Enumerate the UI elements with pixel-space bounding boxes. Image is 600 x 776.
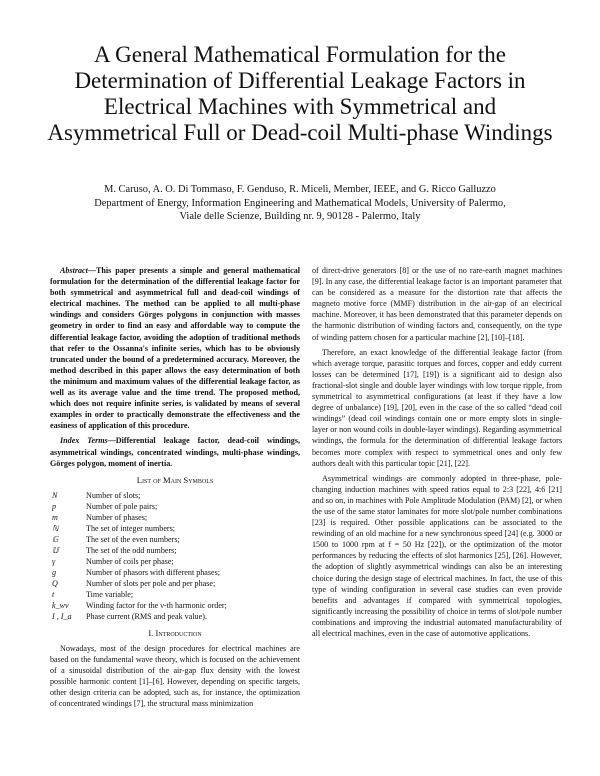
symbol: Q xyxy=(52,578,58,588)
symbol-row xyxy=(52,589,227,600)
symbol: m xyxy=(52,512,58,522)
index-terms-lead: Index Terms xyxy=(60,436,108,446)
symbol: ℕ xyxy=(52,523,59,533)
right-paragraph-3: Asymmetrical windings are commonly adopted in three-phase, pole-changing induction machines with speed ratios equal to 2:3 [22], 4:6 [21] and so on, in machines with Pole Amplitude Modulation (PAM) [2], or when the use of the same stator laminates for more slot/pole number combinations [23] is required. Other possible applications can be associated to the rewinding of an old machine for a new synchronous speed [24] (e.g. 3000 or 1500 to 1000 rpm at f = 50 Hz [22]), or the optimization of the motor performances by reducing the effects of slot harmonics [25], [26]. However, the adoption of slightly asymmetrical windings can also be an interesting choice during the design stage of electrical machines. In fact, the use of this type of winding configuration in several case studies can even provide benefits and advantages if compared with symmetrical topologies, significantly increasing the possibility of choice in terms of slot/pole number combinations and improving the industrial automated manufacturability of all electrical machines, even in the case of automotive applications. xyxy=(312,473,562,638)
abstract-lead: Abstract xyxy=(60,266,88,275)
symbol: g xyxy=(52,567,57,577)
index-terms xyxy=(50,435,300,468)
symbol: t xyxy=(52,589,55,599)
symbol-row xyxy=(52,545,227,556)
author-names: M. Caruso, A. O. Di Tommaso, F. Genduso, R. Miceli, Member, IEEE, and G. Ricco Galluzzo xyxy=(104,184,496,195)
symbol-description: Number of slots per pole and per phase; xyxy=(86,578,216,588)
symbol: 𝕌 xyxy=(52,545,59,555)
right-paragraph-2: Therefore, an exact knowledge of the differential leakage factor (from which average torque, parasitic torques and forces, copper and eddy current losses can be determined [17], [19]) is a significant aid to design also fractional-slot single and double layer windings with low torque ripple, from symmetrical to asymmetrical configurations (at least if they have a low degree of unbalance) [19], [20], even in the case of the so called “dead coil windings” (dead coil windings contain one or more empty slots in single-layer or non wound coils in double-layer windings). Regarding asymmetrical windings, the formula for the determination of differential leakage factors becomes more complex with respect to symmetrical ones and only few authors dealt with this particular topic [21], [22]. xyxy=(312,347,562,468)
intro-paragraph-1: Nowadays, most of the design procedures for electrical machines are based on the fundamental wave theory, which is focused on the achievement of a sinusoidal distribution of the air-gap flux density with the lowest possible harmonic content [1]–[6]. However, depending on specific targets, other design criteria can be adopted, such as, for instance, the optimization of concentrated windings [7], the structural mass minimization xyxy=(50,643,300,709)
symbol: I , I_a xyxy=(52,611,72,621)
symbol-row xyxy=(52,567,227,578)
symbol-row xyxy=(52,534,227,545)
symbol-row xyxy=(52,611,227,622)
symbol-description: The set of the odd numbers; xyxy=(86,545,177,555)
symbol-description: Time variable; xyxy=(86,589,134,599)
symbol-description: Number of phases; xyxy=(86,512,148,522)
right-column xyxy=(312,265,562,639)
abstract xyxy=(50,265,300,431)
symbol-description: Number of pole pairs; xyxy=(86,501,158,511)
symbol-description: Number of slots; xyxy=(86,490,141,500)
affiliation-line-2: Viale delle Scienze, Building nr. 9, 90128 - Palermo, Italy xyxy=(179,211,421,222)
abstract-text: —This paper presents a simple and general mathematical formulation for the determination of the differential leakage factor for both symmetrical and asymmetrical full and dead-coil windings of electrical machines. The method can be applied to all multi-phase windings and considers Görges polygons in conjunction with masses geometry in order to find an easy and affordable way to compute the differential leakage factor, avoiding the adoption of traditional methods that refer to the Ossanna's infinite series, which has to be obviously truncated under the bound of a predetermined accuracy. Moreover, the method described in this paper allows the easy determination of both the minimum and maximum values of the differential leakage factor, as well as its average value and the time trend. The proposed method, which does not require infinite series, is validated by means of several examples in order to practically demonstrate the effectiveness and the easiness of application of this procedure. xyxy=(50,266,300,431)
symbol-description: The set of integer numbers; xyxy=(86,523,176,533)
symbol: k_wν xyxy=(52,600,69,610)
paper-title: A General Mathematical Formulation for the Determination of Differential Leakage Factors in Electrical Machines with Symmetrical and Asymmetrical Full or Dead-coil Multi-phase Windings xyxy=(47,42,553,145)
symbol: 𝔾 xyxy=(52,534,59,544)
index-terms-text: —Differential leakage factor, dead-coil windings, asymmetrical windings, concentrated windings, multi-phase windings, Görges polygon, moment of inertia. xyxy=(50,436,301,468)
symbol-row xyxy=(52,501,227,512)
symbol-row xyxy=(52,578,227,589)
symbol-description: Winding factor for the ν-th harmonic order; xyxy=(86,600,227,610)
section-1-heading: I. Introduction xyxy=(148,627,202,638)
symbol-row xyxy=(52,523,227,534)
right-paragraph-1: of direct-drive generators [8] or the use of no rare-earth magnet machines [9]. In any case, the differential leakage factor is an important parameter that can be considered as a measure for the distortion rate that affects the magneto motive force (MMF) distribution in the air-gap of an electrical machine. Moreover, it has been demonstrated that this parameter depends on the harmonic distribution of winding factors and, consequently, on the type of winding pattern chosen for a particular machine [2], [10]–[18]. xyxy=(312,266,562,342)
symbol: p xyxy=(52,501,57,511)
symbols-heading: List of Main Symbols xyxy=(136,474,214,485)
affiliation-line-1: Department of Energy, Information Engineering and Mathematical Models, University of Palermo, xyxy=(94,197,506,209)
symbol-description: The set of the even numbers; xyxy=(86,534,180,544)
symbol-row xyxy=(52,600,227,611)
left-column xyxy=(50,265,300,709)
symbol-row xyxy=(52,490,227,501)
symbol-description: Number of coils per phase; xyxy=(86,556,174,566)
symbol: N xyxy=(52,490,58,500)
symbol-description: Phase current (RMS and peak value). xyxy=(86,611,207,621)
symbol: γ xyxy=(52,556,56,566)
symbol-description: Number of phasors with different phases; xyxy=(86,567,221,577)
symbol-row xyxy=(52,556,227,567)
symbol-row xyxy=(52,512,227,523)
symbols-table xyxy=(52,490,227,622)
author-block xyxy=(40,183,560,224)
